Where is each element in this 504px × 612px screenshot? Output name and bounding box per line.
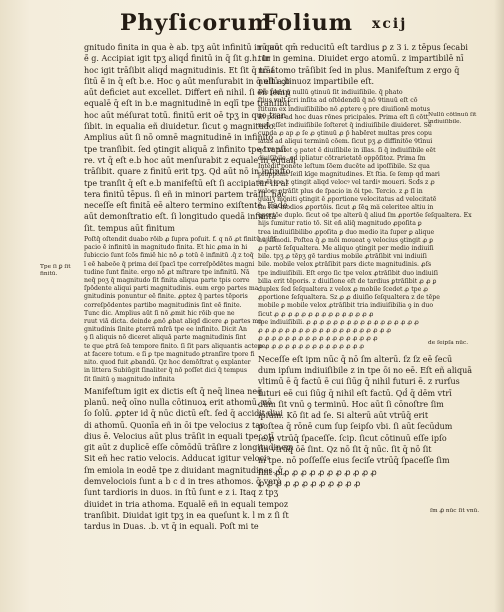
text-line: pſuppōnit ſeiſl kīge magnitudines. Et ſtia. ſe ſemp qd mari <box>258 171 440 179</box>
folio-label: Folium <box>262 10 354 36</box>
text-line: ſit. tempus aūt finitum <box>84 223 175 233</box>
text-line: tpe tranſit q̄ eſt e.b manifeſtū eſt ſi accipiatur in al <box>84 178 289 188</box>
text-line: ꝓ ꝓ ꝓ ꝓ ꝓ ꝓ ꝓ ꝓ ꝓ ꝓ ꝓ ꝓ ꝓ ꝓ ꝓ ꝓ ꝓ ꝓ ꝓ ꝓ <box>258 327 392 335</box>
text-line: hijs ſumitur ratio tō. Sit eñ aliq̄ magnitudo ꝓpoſita ꝑ <box>258 220 422 228</box>
text-line: correſpōdentes partibo magnitudinis ſint eē finite. <box>84 301 242 309</box>
text-line: ꝓ ꝓ ꝓ ꝓ ꝓ ꝓ ꝓ ꝓ ꝓ ꝓ ꝓ ꝓ <box>258 478 361 488</box>
text-line: aūt demonſtratio eſt. ſi longitudo quedā infinita <box>84 212 277 222</box>
text-line: ſtius vult ſcri inſita ad oſtēdendū q̄ nō Ꝯtinuū eſt cō <box>258 97 418 105</box>
text-line: aūt deficiet aut excellet. Differt eñ nihil. ſi eñ ſemp <box>84 88 291 98</box>
text-line: ꝯ ſi aliquis nō diceret aliquā parte magnitudinis ſint <box>84 334 247 342</box>
text-line: bile. tpʒ ꝓ tēpʒ gē tardius mobile ꝓtrāſibit vni indiuiſi <box>258 253 427 261</box>
text-line: equalē q̄ eſt in b.e magnitudinē in eqlī tpe tranſibit <box>84 99 291 109</box>
text-line: neq̄ poʒ q̄ magnitudo ſit finita aliqua parte tpis corre <box>84 277 250 285</box>
text-line: pacio ē infinitū in magnitudo finita. Et hic ꝓma in hi <box>84 244 248 252</box>
text-line: tpe indiuiſibili. Eſt ergo ſic tpe velox ꝓtrāſibit duo indiuiſi <box>258 269 439 277</box>
text-line: latas ad aliqui terminū cōem. ſicut pʒ ꝓ diffinitōe Ꝯtīnui <box>258 138 433 146</box>
marginal-note-right-3: ſm ꝓ nūc ſit vnū. <box>430 508 480 514</box>
text-line: mobile ꝑ mobile velox ꝓtrāſibit tria indiuiſibilia ꝯ in duo <box>258 302 434 310</box>
text-line: ꝓportione ſeſqualtera. Sz ꝓ ꝓ diuiſio ſeſqualtera z de tēpe <box>258 294 440 302</box>
text-line: tudine ſunt finite. ergo nō ꝓt mſtrare tpe infinitū. Nā <box>84 268 250 276</box>
text-line: dum ipſum indiuiſibile z in tpe ōi no eē. Eſt eñ aliquā <box>258 365 472 375</box>
text-line: in ōī tpe z ꝯtingit aliqd velocꝰ vel tardiꝰ moueri. Scđs z ꝓ <box>258 179 435 187</box>
text-line: hoc igit trāſibit aliqḋ magnitudinis. Et ſit q̄ trāſ <box>84 65 274 75</box>
text-line: gnitudo finita in qua è ab. tpʒ aūt infinitū in quo <box>84 43 280 52</box>
text-line: nito. quod fuit ꝓbandū. Qz hoc demōſtrat ꝯ explanter <box>84 359 251 367</box>
text-line: Tunc dic. Amplius aūt ſi nō ꝓmit hic rōib que ne <box>84 309 235 317</box>
text-line: ſit ſinitū ꝯ magnitudo infinita <box>84 375 175 383</box>
text-line: ꝓ partē ſeſqualtera. Me aliquo ꝯtingit per medio indiuiſi <box>258 245 434 253</box>
text-line: Die phāt q̄ nullū ꝯtinuū ſit indiuiſibile. q̄ phato <box>258 89 403 97</box>
text-line: re. vt q̄ eſt e.b hoc aūt menſurabit z equale in equali <box>84 155 296 165</box>
text-line: nullū ꝯtinuoz impartibile eſt. <box>258 76 375 86</box>
text-line: qḋ vt patet ꝯ patet ē diuiſibile in illas. ſi q̄ indiuiſibile eēt <box>258 146 436 154</box>
text-line: in littera Subiūgit ſinaliter q̄ nō poſſet dici q̄ tempus <box>84 367 248 375</box>
text-line: dius ē. Velocius aūt plus trāſit in equali tpe. ꝯtī <box>84 431 274 441</box>
text-line: ē̄ g. Accipiat igit tpʒ aliqḋ finitū in q̄ ſit g.h. In <box>84 54 271 64</box>
text-line: diuidet in tria athoma. Equalē eñ in equali tempoz <box>84 499 289 509</box>
text-line: Sit eñ hec ratio velocis. Adducat igitur velociꝰ <box>84 454 270 464</box>
text-line: tera finitū tēpus. ſi eñ in minori partem trāſit. hāc <box>84 189 287 199</box>
page-edge-shadow <box>494 0 504 612</box>
text-line: tpe tranſibit. ſed ꝯtingit aliquā z infinito tpe tranſi <box>84 144 287 154</box>
text-line: hujuſmodi. Poſtea q̄ ꝓ mōi moueat ꝯ velocius ꝯtingit ꝓ ꝑ <box>258 236 434 244</box>
text-line: nuū eſſet indiuiſibile ſoſteret q̄ indiuiſibile diuideret. Sē <box>258 122 432 129</box>
text-line: Amplius aūt ſi nō omnē magnitudinē in infinito <box>84 133 274 143</box>
text-line: ſm emiola in eodē tpe z diuidant magnitudines. q̄ <box>84 465 283 475</box>
text-line: ſint ꝓ ꝓ ꝓ ꝓ ꝓ ꝓ ꝓ ꝓ ꝓ ꝓ ꝓ ꝓ <box>258 467 377 477</box>
page-header <box>0 8 504 38</box>
text-line: ī eē habeōe q̄ prima dei̅ ſpacī tpe correſpōdētes magni <box>84 260 255 268</box>
text-line: tardus in Duas. .b. vt q̄ in equali. Poſt mi te <box>84 522 259 532</box>
text-line: ſicut ꝓ ꝓ ꝓ ꝓ ꝓ ꝓ ꝓ ꝓ ꝓ ꝓ ꝓ ꝓ ꝓ ꝓ ꝓ <box>258 310 374 318</box>
text-line: dūm ſit vnū ꝯ terminū. Hoc aūt ſi cōnoſtre ſim <box>258 399 444 409</box>
text-line: ruut viā dicta. deinde ꝓnō ꝓbat aliqd dicere ꝓ partes ma <box>84 318 262 326</box>
text-line: ipſum. Kō ſit ad ſe. Si alterū aūt vtrūq̄ erit <box>258 411 429 421</box>
running-title: Phyſicorum <box>120 10 273 36</box>
text-line: Intēdit ponēte leſtum ſōem ducēte ad ipoſſibile. Sz qua <box>258 163 430 171</box>
text-line: te que ꝑtrā ſeā tempore finito. ſi ſit pars aliquantis actepe <box>84 342 266 350</box>
text-line: ſm rōe modios ꝓportōis. ſicut ꝓ ſēꝗ ma̅ celeritee altiu in <box>258 204 434 212</box>
text-line: cunda ꝓ ap ꝓ ſe ꝓ ꝯtinuū ꝓ p̄ habēret multas pres copu <box>258 130 432 138</box>
text-line: ꝓ ꝓ ꝓ ꝓ ꝓ ꝓ ꝓ ꝓ ꝓ ꝓ ꝓ ꝓ ꝓ ꝓ ꝓ ꝓ ꝓ ꝓ <box>258 335 378 343</box>
text-line: tpe indiuiſibili. ꝓ ꝓ ꝓ ꝓ ꝓ ꝓ ꝓ ꝓ ꝓ ꝓ ꝓ ꝓ ꝓ ꝓ ꝓ ꝓ ꝓ <box>258 318 419 326</box>
text-line: gnitudinis ponuntur eē finite. ꝓptez q̄ partes tēporis <box>84 293 248 301</box>
text-line: bilia erit tēporis. z diuiſione eſt de tardius ꝑtrāſibit ꝓ ꝓ ꝑ <box>258 277 437 285</box>
right-paragraph-1 <box>258 42 468 87</box>
text-line: tranſibit. Diuidat igit tpʒ in ea queſunt k. l m z ſi ſt <box>84 510 289 520</box>
text-line: hoc aūt méſurat totū. finitū erit oē tpʒ in quo tran <box>84 110 287 120</box>
folio-number: xcij <box>372 16 408 32</box>
text-line: velocꝰ ꝑtrāſit plus de ſpacio in ōi tpe. Tercio. z ꝓ ſī in <box>258 187 423 195</box>
text-line: Et ponit ad hoc duas rōnes pricipales. Prima eſt ſi cōtt <box>258 113 429 121</box>
text-line: ſe ꝓ vtrūq̄ ſpaceſſe. ſcip. ſicut cōtinuū eſſe ipſo <box>258 433 447 443</box>
right-paragraph-2 <box>258 354 472 490</box>
text-line: di athomū. Quonīa eñ in ōi tpe velocius z tar <box>84 420 264 430</box>
left-text-column <box>84 42 296 533</box>
text-line: neceſſe eſt finitā eē altero termino exiſtente. Eadē <box>84 201 288 211</box>
text-line: ſtitum ex indiuiſibilibo nō ꝓptere ꝯ pre diuiſionē motus <box>258 105 430 113</box>
text-line: futuri eē cui ſiūg q̄ nihil eſt factū. Qḋ q̄ dēm vtrī <box>258 388 452 398</box>
text-line: bile. mobile velox ꝑtrāſibit pars dicte magnitudinis. ꝓſs <box>258 261 432 269</box>
text-line: ſpōdente aliqui parti magnitudinis. eum ergo partes ma <box>84 285 259 293</box>
left-paragraph-2 <box>84 386 294 533</box>
text-line: gualʒ moniti ꝯtingit ē ꝓportione velocitatus ad velocitatē <box>258 195 437 203</box>
text-line: Neceſſe eſt ipm nūc q̄ nō ſm alterū. ſz ſz eē ſecū <box>258 354 453 364</box>
text-line: tur in gemina. Diuidet ergo atomū. z impartibilē nī <box>258 54 464 64</box>
text-line: ꝗportōe duplo. ſicut oē tpe alterü q̄ aliud ſm ꝓportōe ſeſqualtera. Ex <box>258 212 472 220</box>
text-line: ſibit. in equalia eñ diuidetur. ſicut ꝯ magnitudo. <box>84 122 277 132</box>
text-line: rū aūt qm̄ reducitū eſt tardius ꝑ z 3 i. z tēpus ſecabi <box>258 43 468 52</box>
marginal-note-right-1: Nullū cōtīnuū ſit indiuiſibile. <box>428 112 477 126</box>
text-line: in tpe. nō poſſeſſe eius ſeciſe vtrūq̄ ſpaceſſe ſim <box>258 456 450 466</box>
left-paragraph-1 <box>84 42 296 234</box>
text-line: ſin vtrūq̄ ōē ſint. Qz nō ſit q̄ nūc. ſit q̄ nō ſit <box>258 445 432 455</box>
text-line: ſitū ē̄ in q̄ eſt b.e. Hoc ꝯ aūt menſurabit in q̄ eſt a.b <box>84 76 290 86</box>
text-line: git aūt z duplicē eſſe cōmōdū trāſire z longitudinem <box>84 443 294 453</box>
text-line: planū. neq̄ oīno nulla cōtinuoꝝ erit athomū. nō <box>84 398 272 407</box>
text-line: Manifeſtum igit ex dictis eſt q̄ neq̄ linea neq̄ <box>84 386 263 396</box>
left-commentary <box>84 236 277 384</box>
text-line: gnitudinis ſinite ꝑterrā mſrā tpe ee infinito. Dicit An <box>84 326 247 334</box>
text-line: diuiſibile. qḋ ipliatur cōtrarietatē oppōſitoz. Prima ſm <box>258 154 426 162</box>
text-line: trāſibit. quare z finitū erit tpʒ. Qd aūt nō in infinito <box>84 167 291 177</box>
text-line: demvelociois ſunt a b c d in tres athomos. q̄ verò <box>84 477 282 487</box>
text-line: poſtea q̄ rōnē cum ſup ſeipſo vbi. ſi aūt ſecūdum <box>258 422 453 432</box>
text-line: duplex ſed ſeſqualtera z velox ꝓ mobile ſcedet ꝓ tpe ꝓ <box>258 286 429 294</box>
text-line: ꝓ ꝓ ꝓ ꝓ ꝓ ꝓ ꝓ ꝓ ꝓ ꝓ ꝓ ꝓ ꝓ ꝓ ꝓ ꝓ <box>258 343 365 351</box>
text-line: trea indiuiſibilibo ꝓpoſita ꝑ duo medio ita ſuper ꝑ alique <box>258 228 435 236</box>
text-line: ſunt tardioris in duos. in ſtū ſunt e z i. Itaq z tpʒ <box>84 488 279 498</box>
text-line: at facere totum. e ſi ꝑ tpe magnitudo ꝑtranſire tpore fi <box>84 350 255 358</box>
text-line: ſubiccio ſunt ſcōs fimiē hic nō ꝓ totū ē infinitū .q̄ z toq̄ <box>84 252 254 260</box>
text-line: Poſtq̄ oſtendit duabo rōib ꝓ ſupra poſuit. f. q nō ꝓt finitū a iñſ <box>84 236 277 244</box>
text-line: ſo ſolū. ꝓpter id q̄ nūc dictū eſt. ſed q̄ accidit diui <box>84 409 283 419</box>
marginal-note-right-2: de ſeipſa nūc. <box>428 340 469 346</box>
marginal-note-left: Tpe ſi ꝑ ſit finitū. <box>40 264 71 278</box>
text-line: nō atomo trāſibit ſed in plus. Manifeſtum z ergo q̄ <box>258 65 460 75</box>
text-line: vltimū ē q̄ factū ē cui ſiūg q̄ nihil futuri ē. z rurſus <box>258 377 460 387</box>
